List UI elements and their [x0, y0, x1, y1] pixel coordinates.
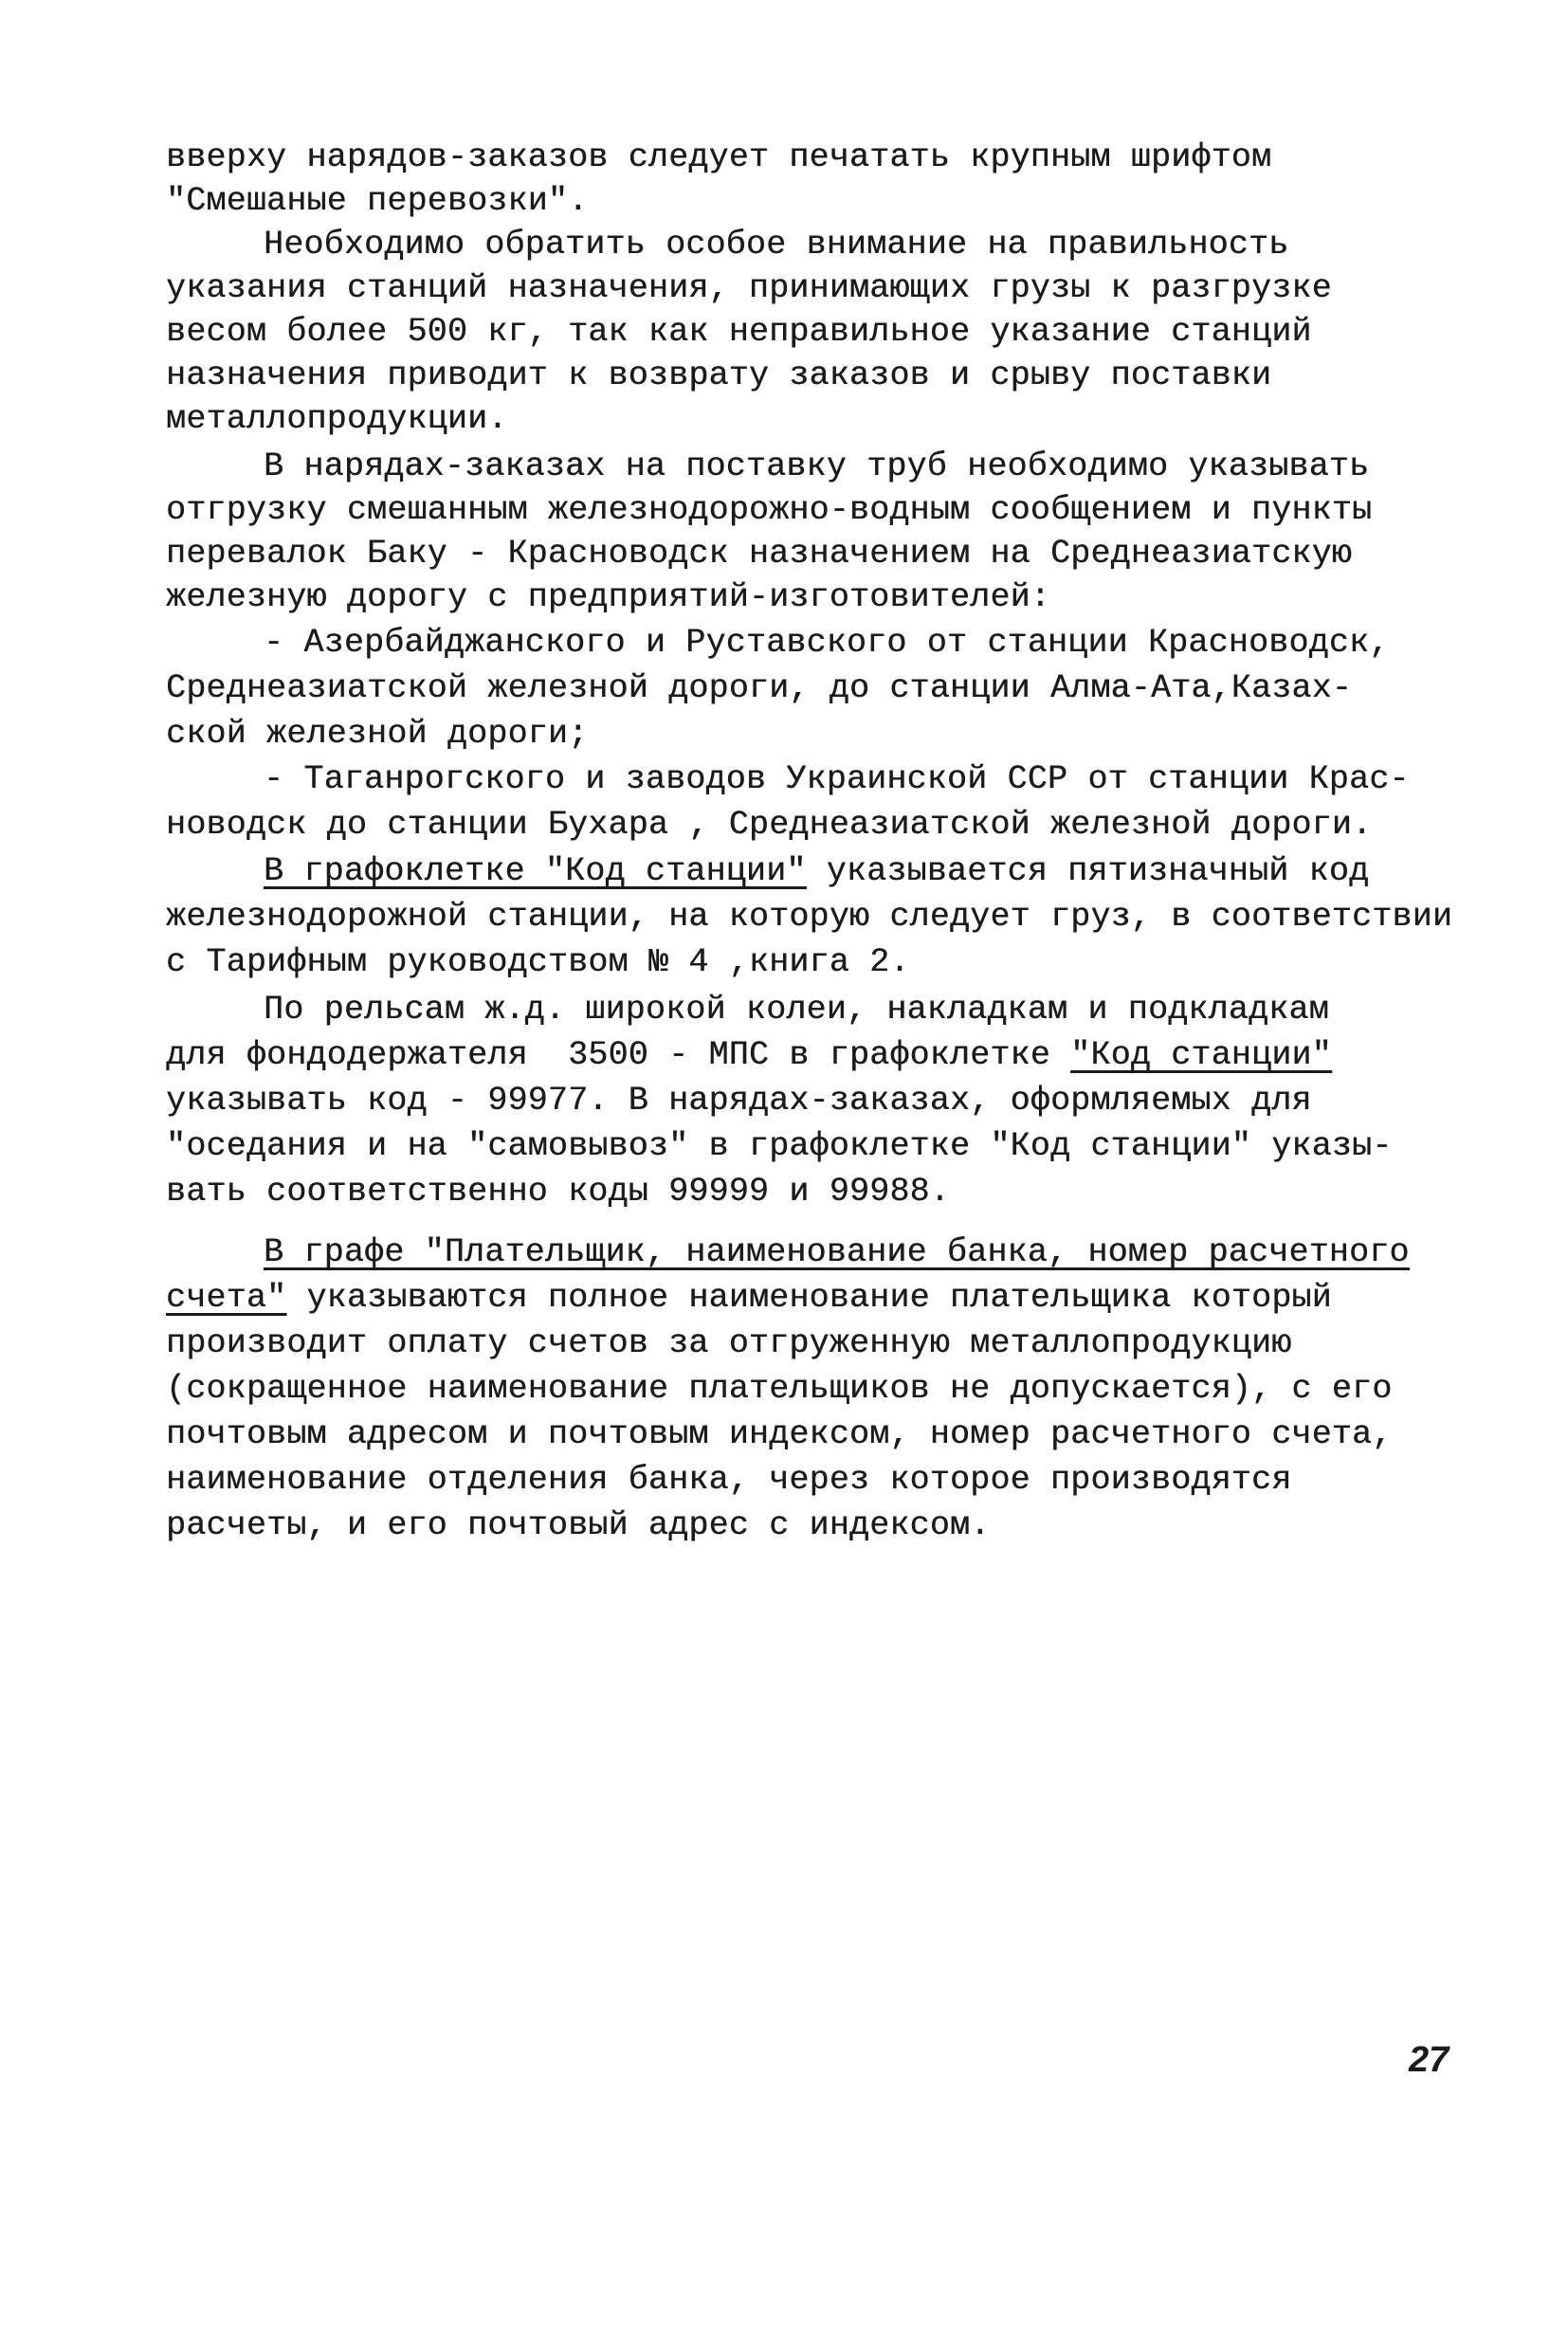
text-line: "оседания и на "самовывоз" в графоклетке "Код станции" указы- — [166, 1127, 1393, 1165]
text-line: наименование отделения банка, через которое производятся — [166, 1461, 1292, 1499]
text-line: вать соответственно коды 99999 и 99988. — [166, 1173, 950, 1211]
text-line — [166, 1276, 1332, 1320]
text-line — [264, 849, 1369, 893]
text-line: указывать код - 99977. В нарядах-заказах, оформляемых для — [166, 1082, 1312, 1120]
text-line: производит оплату счетов за отгруженную металлопродукцию — [166, 1324, 1292, 1362]
underlined-phrase: В графе "Плательщик, наименование банка, номер расчетного — [264, 1233, 1410, 1271]
underlined-phrase: "Код станции" — [1070, 1036, 1332, 1074]
text-line: ской железной дороги; — [166, 715, 589, 753]
text-line: новодск до станции Бухара , Среднеазиатской железной дороги. — [166, 806, 1373, 844]
text-line: "Смешаные перевозки". — [166, 182, 589, 220]
text-line: весом более 500 кг, так как неправильное указание станций — [166, 313, 1312, 351]
text-line: - Таганрогского и заводов Украинской ССР от станции Крас- — [264, 760, 1410, 798]
text-line: отгрузку смешанным железнодорожно-водным сообщением и пункты — [166, 491, 1373, 529]
text-line: железную дорогу с предприятий-изготовителей: — [166, 578, 1050, 616]
page-number: 27 — [1409, 2040, 1449, 2080]
text-fragment: указываются полное наименование плательщика который — [286, 1279, 1332, 1317]
text-line: назначения приводит к возврату заказов и срыву поставки — [166, 356, 1272, 394]
text-line: металлопродукции. — [166, 400, 508, 438]
text-line: перевалок Баку - Красноводск назначением на Среднеазиатскую — [166, 535, 1353, 573]
text-line: - Азербайджанского и Руставского от станции Красноводск, — [264, 624, 1390, 662]
underlined-phrase: В графоклетке "Код станции" — [264, 852, 807, 890]
text-fragment: для фондодержателя 3500 - МПС в графоклетке — [166, 1036, 1071, 1074]
text-line: железнодорожной станции, на которую следует груз, в соответствии — [166, 898, 1453, 936]
text-line: Среднеазиатской железной дороги, до станции Алма-Ата,Казах- — [166, 669, 1353, 707]
text-line: Необходимо обратить особое внимание на правильность — [264, 226, 1289, 264]
text-line: расчеты, и его почтовый адрес с индексом. — [166, 1506, 991, 1544]
text-line: указания станций назначения, принимающих грузы к разгрузке — [166, 269, 1332, 307]
text-line: почтовым адресом и почтовым индексом, номер расчетного счета, — [166, 1415, 1393, 1453]
text-line — [166, 1033, 1332, 1077]
text-line: (сокращенное наименование плательщиков не допускается), с его — [166, 1370, 1393, 1408]
text-line: По рельсам ж.д. широкой колеи, накладкам и подкладкам — [264, 991, 1329, 1029]
text-line: В нарядах-заказах на поставку труб необходимо указывать — [264, 447, 1370, 485]
text-line: вверху нарядов-заказов следует печатать крупным шрифтом — [166, 138, 1272, 176]
underlined-phrase: счета" — [166, 1279, 287, 1317]
text-line: с Тарифным руководством № 4 ,книга 2. — [166, 943, 910, 981]
text-fragment: указывается пятизначный код — [806, 852, 1370, 890]
